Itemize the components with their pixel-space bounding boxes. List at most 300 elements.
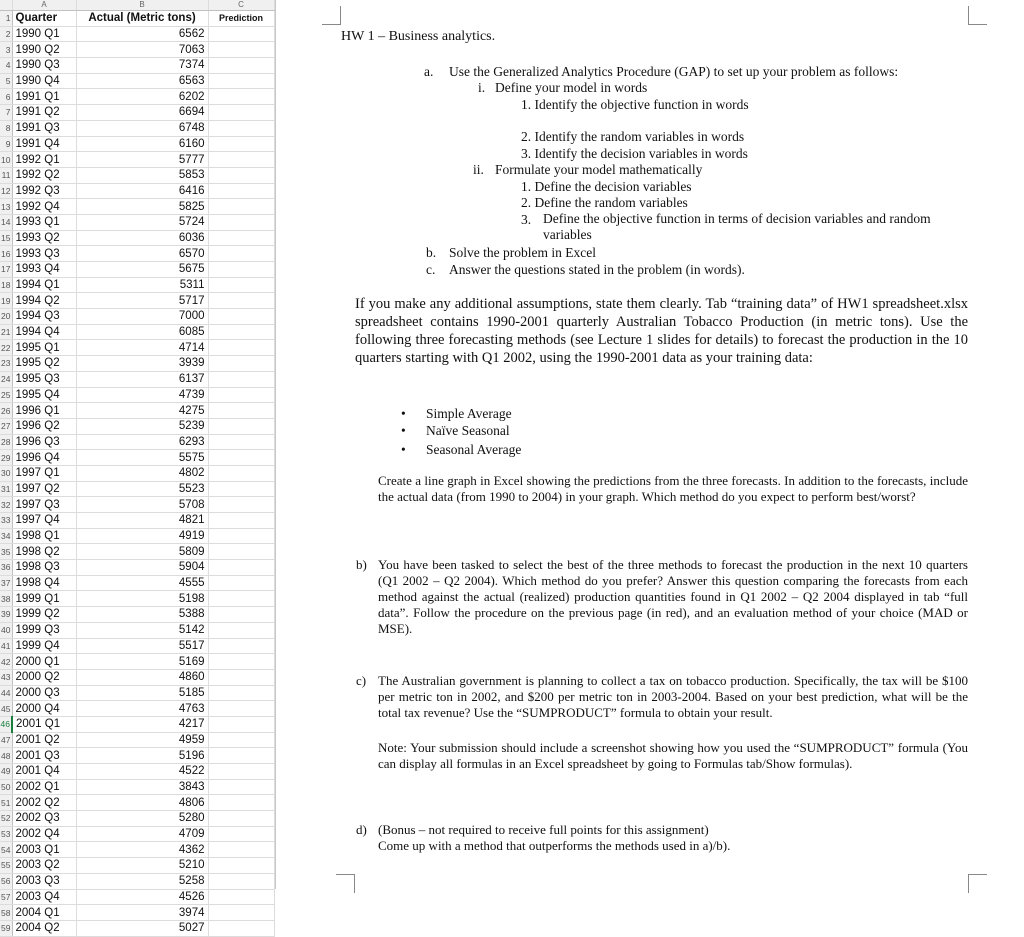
row-number[interactable]: 44 (0, 685, 12, 701)
table-row (0, 120, 274, 136)
quarter-cell[interactable]: 1992 Q3 (12, 183, 76, 199)
prediction-cell[interactable] (208, 591, 274, 607)
row-number[interactable]: 46 (0, 716, 12, 732)
prediction-cell[interactable] (208, 152, 274, 168)
actual-cell[interactable]: 5142 (76, 622, 208, 638)
row-number[interactable]: 31 (0, 481, 12, 497)
prediction-cell[interactable] (208, 889, 274, 905)
prediction-cell[interactable] (208, 560, 274, 576)
prediction-cell[interactable] (208, 262, 274, 278)
row-number[interactable]: 23 (0, 356, 12, 372)
prediction-cell[interactable] (208, 58, 274, 74)
table-row (0, 450, 274, 466)
quarter-cell[interactable]: 1993 Q2 (12, 230, 76, 246)
prediction-cell[interactable] (208, 826, 274, 842)
actual-cell[interactable]: 6137 (76, 371, 208, 387)
actual-cell[interactable]: 4362 (76, 842, 208, 858)
header-cell-actual[interactable]: Actual (Metric tons) (76, 11, 208, 27)
prediction-cell[interactable] (208, 167, 274, 183)
actual-cell[interactable]: 5185 (76, 685, 208, 701)
note-paragraph: Note: Your submission should include a screenshot showing how you used the “SUMPRODUCT” formula (You can display all formulas in an Excel spreadsheet by going to Formulas tab/Show formulas). (378, 740, 968, 771)
prediction-cell[interactable] (208, 356, 274, 372)
actual-cell[interactable]: 5517 (76, 638, 208, 654)
quarter-cell[interactable]: 1998 Q1 (12, 528, 76, 544)
table-body (0, 11, 274, 937)
row-number[interactable]: 55 (0, 858, 12, 874)
actual-cell[interactable]: 4739 (76, 387, 208, 403)
prediction-cell[interactable] (208, 120, 274, 136)
table-row (0, 513, 274, 529)
table-row (0, 732, 274, 748)
quarter-cell[interactable]: 1992 Q4 (12, 199, 76, 215)
row-number[interactable]: 45 (0, 701, 12, 717)
quarter-cell[interactable]: 1998 Q2 (12, 544, 76, 560)
document-page (278, 0, 1024, 889)
row-number[interactable]: 37 (0, 575, 12, 591)
prediction-cell[interactable] (208, 528, 274, 544)
quarter-cell[interactable]: 1995 Q1 (12, 340, 76, 356)
quarter-cell[interactable]: 2002 Q2 (12, 795, 76, 811)
row-number[interactable]: 20 (0, 309, 12, 325)
quarter-cell[interactable]: 2003 Q3 (12, 873, 76, 889)
actual-cell[interactable]: 6202 (76, 89, 208, 105)
quarter-cell[interactable]: 1999 Q4 (12, 638, 76, 654)
method-label: Naïve Seasonal (426, 423, 510, 438)
row-number[interactable]: 10 (0, 152, 12, 168)
actual-cell[interactable]: 5717 (76, 293, 208, 309)
quarter-cell[interactable]: 1998 Q3 (12, 560, 76, 576)
prediction-cell[interactable] (208, 607, 274, 623)
actual-cell[interactable]: 5169 (76, 654, 208, 670)
prediction-cell[interactable] (208, 669, 274, 685)
row-number[interactable]: 3 (0, 42, 12, 58)
question-d-line1: (Bonus – not required to receive full points for this assignment) (378, 822, 709, 837)
actual-cell[interactable]: 5809 (76, 544, 208, 560)
quarter-cell[interactable]: 2002 Q4 (12, 826, 76, 842)
quarter-cell[interactable]: 2000 Q1 (12, 654, 76, 670)
actual-cell[interactable]: 4860 (76, 669, 208, 685)
item-i-2: 2. Identify the random variables in words (521, 129, 745, 144)
quarter-cell[interactable]: 1992 Q2 (12, 167, 76, 183)
prediction-cell[interactable] (208, 716, 274, 732)
quarter-cell[interactable]: 2002 Q1 (12, 779, 76, 795)
table-row (0, 685, 274, 701)
quarter-cell[interactable]: 1993 Q3 (12, 246, 76, 262)
row-number[interactable]: 13 (0, 199, 12, 215)
prediction-cell[interactable] (208, 246, 274, 262)
prediction-cell[interactable] (208, 481, 274, 497)
table-row (0, 701, 274, 717)
item-ii-text: Formulate your model mathematically (495, 162, 703, 177)
column-header-row (0, 0, 274, 11)
actual-cell[interactable]: 3939 (76, 356, 208, 372)
actual-cell[interactable]: 5198 (76, 591, 208, 607)
row-number[interactable]: 22 (0, 340, 12, 356)
item-ii-3-text: Define the objective function in terms of decision variables and random variables (543, 211, 931, 242)
prediction-cell[interactable] (208, 371, 274, 387)
prediction-cell[interactable] (208, 732, 274, 748)
prediction-cell[interactable] (208, 73, 274, 89)
prediction-cell[interactable] (208, 42, 274, 58)
prediction-cell[interactable] (208, 230, 274, 246)
select-all-corner[interactable] (0, 0, 12, 11)
row-number[interactable]: 16 (0, 246, 12, 262)
actual-cell[interactable]: 6562 (76, 26, 208, 42)
row-number[interactable]: 54 (0, 842, 12, 858)
table-row (0, 811, 274, 827)
header-row (0, 11, 274, 27)
item-ii-marker: ii. (473, 162, 484, 177)
actual-cell[interactable]: 4526 (76, 889, 208, 905)
spreadsheet (0, 0, 276, 935)
actual-cell[interactable]: 5825 (76, 199, 208, 215)
table-row (0, 497, 274, 513)
crop-mark-top-left (322, 6, 341, 25)
prediction-cell[interactable] (208, 183, 274, 199)
actual-cell[interactable]: 6416 (76, 183, 208, 199)
row-number[interactable]: 28 (0, 434, 12, 450)
actual-cell[interactable]: 5904 (76, 560, 208, 576)
quarter-cell[interactable]: 1995 Q3 (12, 371, 76, 387)
actual-cell[interactable]: 5196 (76, 748, 208, 764)
page-title: HW 1 – Business analytics. (341, 29, 496, 44)
question-d-marker: d) (356, 822, 367, 837)
row-number[interactable]: 6 (0, 89, 12, 105)
quarter-cell[interactable]: 2000 Q3 (12, 685, 76, 701)
actual-cell[interactable]: 4802 (76, 465, 208, 481)
quarter-cell[interactable]: 2001 Q3 (12, 748, 76, 764)
row-number[interactable]: 58 (0, 905, 12, 921)
prediction-cell[interactable] (208, 434, 274, 450)
row-number[interactable]: 52 (0, 811, 12, 827)
quarter-cell[interactable]: 1994 Q2 (12, 293, 76, 309)
actual-cell[interactable]: 4959 (76, 732, 208, 748)
quarter-cell[interactable]: 1993 Q4 (12, 262, 76, 278)
table-row (0, 826, 274, 842)
row-number[interactable]: 19 (0, 293, 12, 309)
quarter-cell[interactable]: 1998 Q4 (12, 575, 76, 591)
prediction-cell[interactable] (208, 277, 274, 293)
crop-mark-bottom-right (968, 874, 987, 893)
prediction-cell[interactable] (208, 293, 274, 309)
row-number[interactable]: 18 (0, 277, 12, 293)
table-row (0, 230, 274, 246)
actual-cell[interactable]: 5311 (76, 277, 208, 293)
actual-cell[interactable]: 6694 (76, 105, 208, 121)
item-i-text: Define your model in words (495, 80, 648, 95)
actual-cell[interactable]: 5708 (76, 497, 208, 513)
table-row (0, 575, 274, 591)
question-d-line2: Come up with a method that outperforms the methods used in a)/b). (378, 838, 731, 853)
bullet-icon: • (401, 423, 406, 438)
actual-cell[interactable]: 5523 (76, 481, 208, 497)
prediction-cell[interactable] (208, 324, 274, 340)
quarter-cell[interactable]: 1994 Q4 (12, 324, 76, 340)
prediction-cell[interactable] (208, 450, 274, 466)
question-c-marker: c) (356, 673, 367, 688)
actual-cell[interactable]: 4806 (76, 795, 208, 811)
prediction-cell[interactable] (208, 214, 274, 230)
quarter-cell[interactable]: 1993 Q1 (12, 214, 76, 230)
prediction-cell[interactable] (208, 105, 274, 121)
row-number[interactable]: 43 (0, 669, 12, 685)
row-number[interactable]: 48 (0, 748, 12, 764)
quarter-cell[interactable]: 1991 Q3 (12, 120, 76, 136)
table-row (0, 622, 274, 638)
actual-cell[interactable]: 3843 (76, 779, 208, 795)
bullet-icon: • (401, 406, 406, 421)
quarter-cell[interactable]: 1990 Q2 (12, 42, 76, 58)
row-number[interactable]: 5 (0, 73, 12, 89)
quarter-cell[interactable]: 1995 Q2 (12, 356, 76, 372)
table-row (0, 418, 274, 434)
table-row (0, 920, 274, 936)
table-row (0, 371, 274, 387)
row-number[interactable]: 11 (0, 167, 12, 183)
table-row (0, 277, 274, 293)
quarter-cell[interactable]: 2001 Q1 (12, 716, 76, 732)
prediction-cell[interactable] (208, 387, 274, 403)
quarter-cell[interactable]: 2002 Q3 (12, 811, 76, 827)
actual-cell[interactable]: 5210 (76, 858, 208, 874)
prediction-cell[interactable] (208, 89, 274, 105)
quarter-cell[interactable]: 1990 Q1 (12, 26, 76, 42)
row-number[interactable]: 38 (0, 591, 12, 607)
prediction-cell[interactable] (208, 309, 274, 325)
row-number[interactable]: 47 (0, 732, 12, 748)
actual-cell[interactable]: 4522 (76, 764, 208, 780)
row-number[interactable]: 26 (0, 403, 12, 419)
quarter-cell[interactable]: 2003 Q1 (12, 842, 76, 858)
actual-cell[interactable]: 3974 (76, 905, 208, 921)
row-number[interactable]: 2 (0, 26, 12, 42)
quarter-cell[interactable]: 2004 Q1 (12, 905, 76, 921)
row-number[interactable]: 41 (0, 638, 12, 654)
prediction-cell[interactable] (208, 136, 274, 152)
actual-cell[interactable]: 6563 (76, 73, 208, 89)
row-number[interactable]: 33 (0, 513, 12, 529)
column-header-a[interactable]: A (12, 0, 76, 11)
actual-cell[interactable]: 5027 (76, 920, 208, 936)
quarter-cell[interactable]: 1999 Q3 (12, 622, 76, 638)
quarter-cell[interactable]: 1990 Q4 (12, 73, 76, 89)
prediction-cell[interactable] (208, 748, 274, 764)
quarter-cell[interactable]: 1996 Q1 (12, 403, 76, 419)
prediction-cell[interactable] (208, 858, 274, 874)
prediction-cell[interactable] (208, 418, 274, 434)
table-row (0, 528, 274, 544)
actual-cell[interactable]: 6036 (76, 230, 208, 246)
actual-cell[interactable]: 5724 (76, 214, 208, 230)
row-number[interactable]: 8 (0, 120, 12, 136)
quarter-cell[interactable]: 2004 Q2 (12, 920, 76, 936)
actual-cell[interactable]: 4709 (76, 826, 208, 842)
prediction-cell[interactable] (208, 575, 274, 591)
table-row (0, 795, 274, 811)
item-a-text: Use the Generalized Analytics Procedure (GAP) to set up your problem as follows: (449, 64, 899, 79)
table-row (0, 73, 274, 89)
quarter-cell[interactable]: 1999 Q2 (12, 607, 76, 623)
actual-cell[interactable]: 5777 (76, 152, 208, 168)
actual-cell[interactable]: 4821 (76, 513, 208, 529)
actual-cell[interactable]: 7000 (76, 309, 208, 325)
quarter-cell[interactable]: 2003 Q2 (12, 858, 76, 874)
table-row (0, 26, 274, 42)
row-number[interactable]: 29 (0, 450, 12, 466)
quarter-cell[interactable]: 1994 Q1 (12, 277, 76, 293)
table-row (0, 591, 274, 607)
quarter-cell[interactable]: 2001 Q4 (12, 764, 76, 780)
row-number[interactable]: 1 (0, 11, 12, 27)
prediction-cell[interactable] (208, 842, 274, 858)
actual-cell[interactable]: 5675 (76, 262, 208, 278)
prediction-cell[interactable] (208, 701, 274, 717)
method-item (401, 422, 510, 439)
prediction-cell[interactable] (208, 403, 274, 419)
quarter-cell[interactable]: 1990 Q3 (12, 58, 76, 74)
prediction-cell[interactable] (208, 544, 274, 560)
row-number[interactable]: 57 (0, 889, 12, 905)
actual-cell[interactable]: 4763 (76, 701, 208, 717)
actual-cell[interactable]: 4217 (76, 716, 208, 732)
row-number[interactable]: 53 (0, 826, 12, 842)
actual-cell[interactable]: 5388 (76, 607, 208, 623)
column-header-b[interactable]: B (76, 0, 208, 11)
bullet-icon: • (401, 442, 406, 457)
header-cell-quarter[interactable]: Quarter (12, 11, 76, 27)
prediction-cell[interactable] (208, 340, 274, 356)
prediction-cell[interactable] (208, 497, 274, 513)
prediction-cell[interactable] (208, 779, 274, 795)
prediction-cell[interactable] (208, 795, 274, 811)
prediction-cell[interactable] (208, 622, 274, 638)
quarter-cell[interactable]: 2003 Q4 (12, 889, 76, 905)
row-number[interactable]: 51 (0, 795, 12, 811)
quarter-cell[interactable]: 1996 Q4 (12, 450, 76, 466)
actual-cell[interactable]: 6570 (76, 246, 208, 262)
quarter-cell[interactable]: 1997 Q3 (12, 497, 76, 513)
prediction-cell[interactable] (208, 873, 274, 889)
row-number[interactable]: 21 (0, 324, 12, 340)
row-number[interactable]: 12 (0, 183, 12, 199)
item-ii-1: 1. Define the decision variables (521, 179, 692, 194)
prediction-cell[interactable] (208, 905, 274, 921)
actual-cell[interactable]: 5853 (76, 167, 208, 183)
row-number[interactable]: 50 (0, 779, 12, 795)
actual-cell[interactable]: 5575 (76, 450, 208, 466)
prediction-cell[interactable] (208, 513, 274, 529)
actual-cell[interactable]: 4275 (76, 403, 208, 419)
row-number[interactable]: 25 (0, 387, 12, 403)
prediction-cell[interactable] (208, 654, 274, 670)
crop-mark-bottom-left (336, 874, 355, 893)
prediction-cell[interactable] (208, 26, 274, 42)
actual-cell[interactable]: 7063 (76, 42, 208, 58)
actual-cell[interactable]: 4714 (76, 340, 208, 356)
row-number[interactable]: 59 (0, 920, 12, 936)
row-number[interactable]: 9 (0, 136, 12, 152)
table-row (0, 199, 274, 215)
actual-cell[interactable]: 5258 (76, 873, 208, 889)
prediction-cell[interactable] (208, 685, 274, 701)
actual-cell[interactable]: 4555 (76, 575, 208, 591)
table-row (0, 356, 274, 372)
item-b-marker: b. (426, 245, 437, 260)
table-row (0, 873, 274, 889)
row-number[interactable]: 30 (0, 465, 12, 481)
row-number[interactable]: 35 (0, 544, 12, 560)
row-number[interactable]: 7 (0, 105, 12, 121)
table-row (0, 293, 274, 309)
row-number[interactable]: 39 (0, 607, 12, 623)
column-header-c[interactable]: C (208, 0, 274, 11)
quarter-cell[interactable]: 1997 Q2 (12, 481, 76, 497)
row-number[interactable]: 24 (0, 371, 12, 387)
data-table (0, 0, 275, 937)
actual-cell[interactable]: 4919 (76, 528, 208, 544)
prediction-cell[interactable] (208, 199, 274, 215)
row-number[interactable]: 42 (0, 654, 12, 670)
row-number[interactable]: 36 (0, 560, 12, 576)
quarter-cell[interactable]: 1999 Q1 (12, 591, 76, 607)
quarter-cell[interactable]: 2000 Q4 (12, 701, 76, 717)
row-number[interactable]: 4 (0, 58, 12, 74)
row-number[interactable]: 15 (0, 230, 12, 246)
actual-cell[interactable]: 6748 (76, 120, 208, 136)
quarter-cell[interactable]: 2000 Q2 (12, 669, 76, 685)
prediction-cell[interactable] (208, 465, 274, 481)
prediction-cell[interactable] (208, 764, 274, 780)
quarter-cell[interactable]: 1991 Q4 (12, 136, 76, 152)
quarter-cell[interactable]: 1997 Q4 (12, 513, 76, 529)
quarter-cell[interactable]: 1996 Q3 (12, 434, 76, 450)
actual-cell[interactable]: 5280 (76, 811, 208, 827)
prediction-cell[interactable] (208, 920, 274, 936)
quarter-cell[interactable]: 1996 Q2 (12, 418, 76, 434)
row-number[interactable]: 40 (0, 622, 12, 638)
row-number[interactable]: 14 (0, 214, 12, 230)
quarter-cell[interactable]: 1992 Q1 (12, 152, 76, 168)
row-number[interactable]: 34 (0, 528, 12, 544)
row-number[interactable]: 32 (0, 497, 12, 513)
quarter-cell[interactable]: 1991 Q2 (12, 105, 76, 121)
intro-paragraph: If you make any additional assumptions, state them clearly. Tab “training data” of HW1 spreadsheet.xlsx spreadsheet contains 1990-2001 quarterly Australian Tobacco Production (in metric tons). Use the following three forecasting methods (see Lecture 1 slides for details) to forecast the production in the 10 quarters starting with Q1 2002, using the 1990-2001 data as your training data: (355, 296, 968, 366)
quarter-cell[interactable]: 1997 Q1 (12, 465, 76, 481)
row-number[interactable]: 56 (0, 873, 12, 889)
quarter-cell[interactable]: 2001 Q2 (12, 732, 76, 748)
table-row (0, 654, 274, 670)
row-number[interactable]: 49 (0, 764, 12, 780)
prediction-cell[interactable] (208, 811, 274, 827)
item-i-1: 1. Identify the objective function in words (521, 97, 749, 112)
actual-cell[interactable]: 6160 (76, 136, 208, 152)
quarter-cell[interactable]: 1991 Q1 (12, 89, 76, 105)
item-a-marker: a. (424, 64, 434, 79)
actual-cell[interactable]: 6293 (76, 434, 208, 450)
quarter-cell[interactable]: 1995 Q4 (12, 387, 76, 403)
table-row (0, 716, 274, 732)
row-number[interactable]: 17 (0, 262, 12, 278)
row-number[interactable]: 27 (0, 418, 12, 434)
prediction-cell[interactable] (208, 638, 274, 654)
actual-cell[interactable]: 5239 (76, 418, 208, 434)
header-cell-prediction[interactable]: Prediction (208, 11, 274, 27)
crop-mark-top-right (968, 6, 987, 25)
actual-cell[interactable]: 7374 (76, 58, 208, 74)
actual-cell[interactable]: 6085 (76, 324, 208, 340)
quarter-cell[interactable]: 1994 Q3 (12, 309, 76, 325)
method-item (401, 441, 522, 458)
